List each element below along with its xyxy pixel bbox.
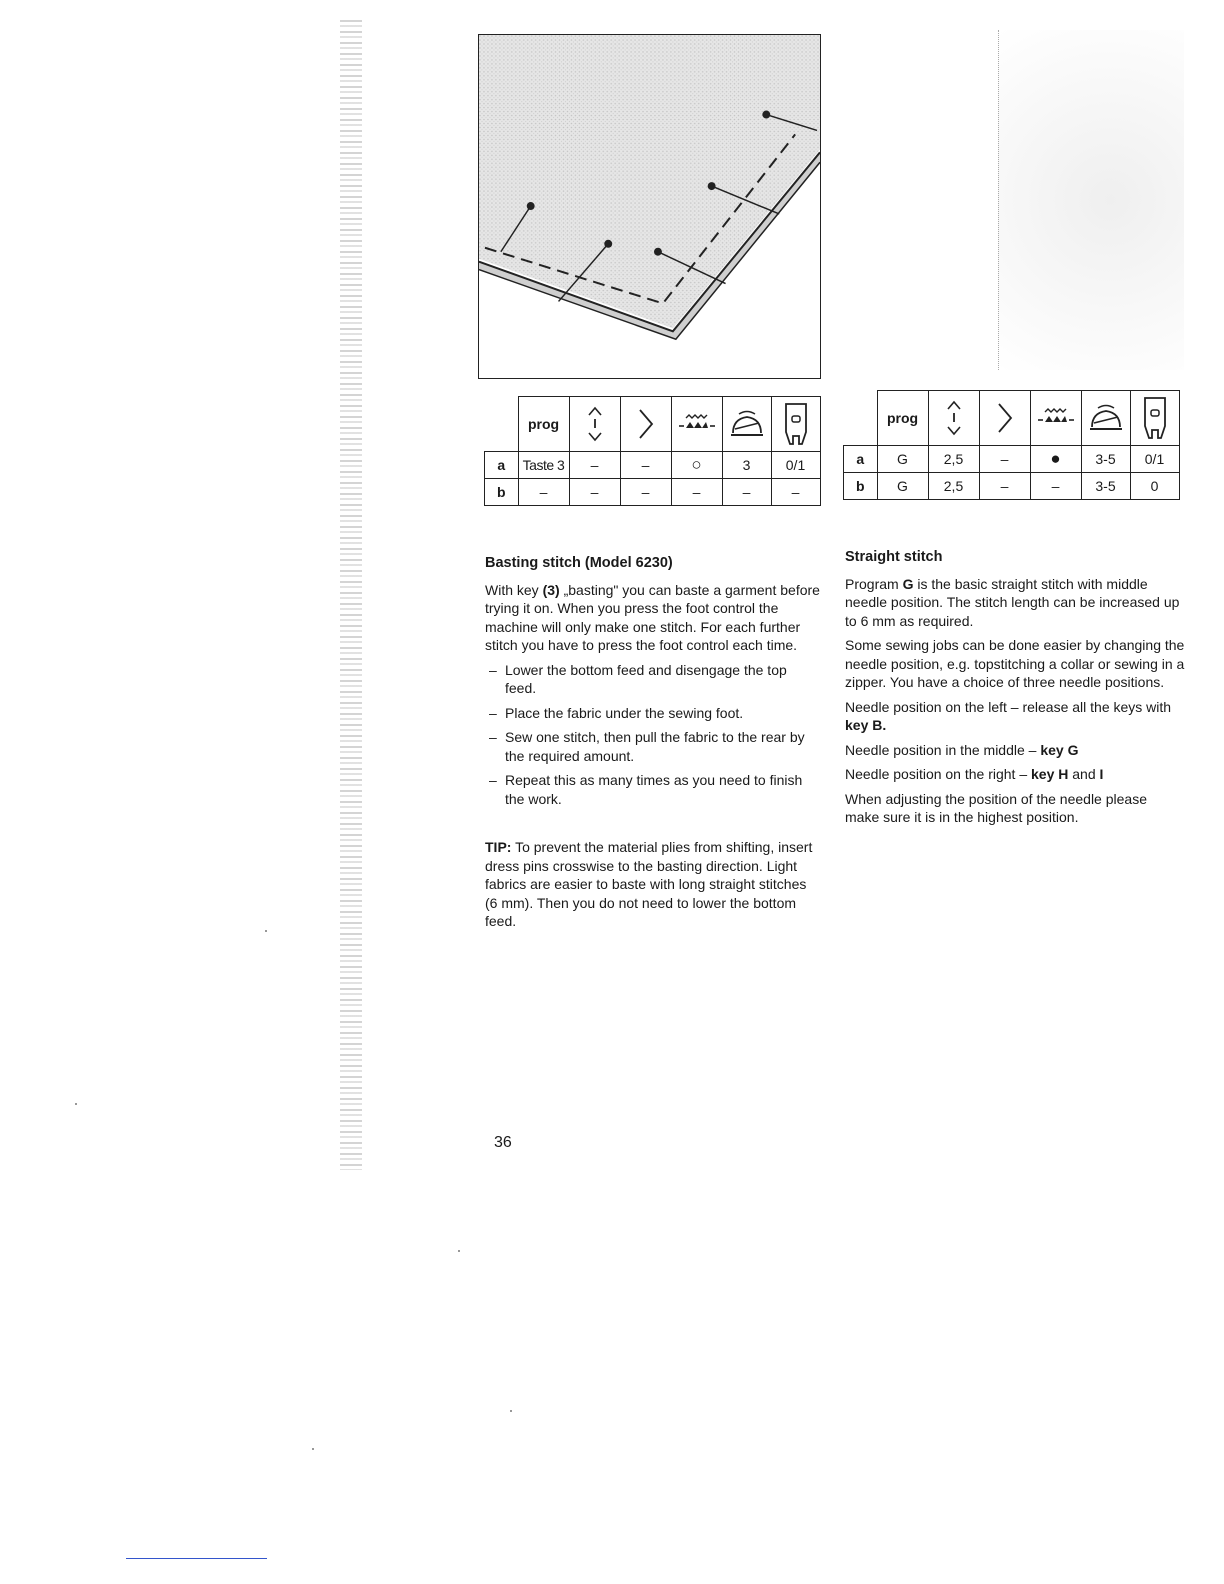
faded-figure [998, 30, 1184, 370]
stitch-width-icon [620, 397, 671, 452]
paragraph: Needle position on the left – release all the keys with key B. [845, 698, 1172, 733]
paragraph: Some sewing jobs can be done easier by changing the needle position, e.g. topstitching a collar or sewing in a zipper. You have a choice of three needle positions. [845, 637, 1185, 690]
stitch-length-icon [928, 391, 979, 446]
basting-intro: With key (3) „basting" you can baste a garment before trying it on. When you press the foot control the machine will only make one stitch. For each further stitch you have to press the foot control each time. [485, 581, 820, 653]
basting-title: Basting stitch (Model 6230) [485, 555, 673, 571]
basting-tip: TIP: To prevent the material plies from shifting, insert dress pins crosswise to the basting direction. Light fabrics are easier to baste with long straight stitches (6 mm). Then you do not need to lower the bottom feed. [485, 839, 813, 929]
thread-tension-icon [722, 397, 771, 452]
paragraph: When adjusting the position of the needle please make sure it is in the highest position. [845, 790, 1147, 825]
list-item: – Repeat this as many times as you need to finish the work. [485, 771, 820, 808]
straight-section [845, 548, 1185, 833]
table-row: b – – – – – – [485, 479, 821, 506]
feed-dog-icon [671, 397, 722, 452]
table-header-row [485, 397, 821, 452]
paragraph: Needle position in the middle – key G [845, 741, 1079, 758]
feed-dog-icon [1030, 391, 1081, 446]
prog-header: prog [518, 397, 569, 452]
presser-foot-icon [1130, 391, 1179, 446]
basting-illustration [478, 34, 821, 379]
page-number: 36 [494, 1134, 512, 1151]
scan-speck [75, 1103, 77, 1105]
straight-title: Straight stitch [845, 549, 943, 565]
binding-shadow [340, 20, 362, 1170]
list-item: – Sew one stitch, then pull the fabric to the rear by the required amount. [485, 728, 820, 765]
basting-settings-table [484, 396, 821, 506]
list-item: – Lower the bottom feed and disengage the top feed. [485, 661, 820, 698]
table-row: a G 2,5 – ● 3-5 0/1 [844, 446, 1180, 473]
scan-speck [510, 1410, 512, 1412]
scan-speck [265, 930, 267, 932]
presser-foot-icon [771, 397, 820, 452]
thread-tension-icon [1081, 391, 1130, 446]
basting-steps [485, 661, 820, 809]
paragraph: Program G is the basic straight stitch with middle needle position. The stitch length can be increased up to 6 mm as required. [845, 575, 1180, 629]
basting-section [485, 554, 820, 937]
scan-speck [458, 1250, 460, 1252]
stitch-length-icon [569, 397, 620, 452]
scan-speck [312, 1448, 314, 1450]
stitch-width-icon [979, 391, 1030, 446]
footer-rule [126, 1558, 267, 1559]
straight-settings-table [843, 390, 1180, 500]
table-row: a Taste 3 – – ○ 3 0/1 [485, 452, 821, 479]
list-item: – Place the fabric under the sewing foot. [485, 704, 820, 723]
table-header-row [844, 391, 1180, 446]
paragraph: Needle position on the right – key H and I [845, 766, 1104, 782]
prog-header: prog [877, 391, 928, 446]
table-row: b G 2,5 – – 3-5 0 [844, 473, 1180, 500]
